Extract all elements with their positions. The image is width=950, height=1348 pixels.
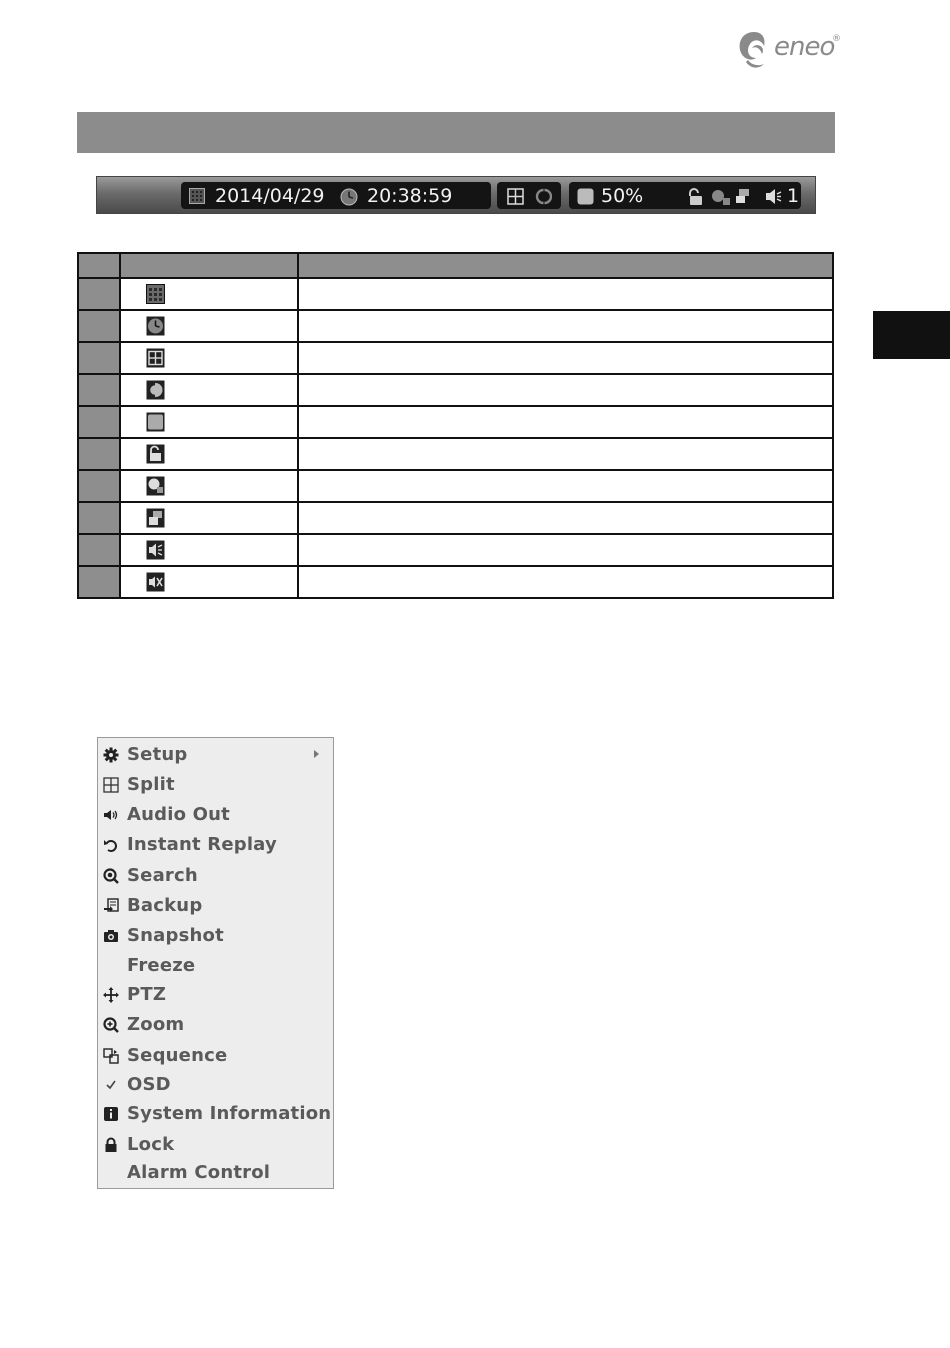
row-icon-cell: [120, 438, 298, 470]
status-date: 2014/04/29: [215, 185, 325, 207]
table-header-row: [78, 253, 833, 278]
speaker-icon: [103, 807, 119, 823]
row-icon-cell: [120, 310, 298, 342]
schedule-icon: [146, 476, 165, 496]
eneo-swirl-icon: [736, 28, 772, 72]
menu-item-label: Freeze: [127, 955, 196, 976]
table-row: [78, 470, 833, 502]
menu-item-label: Snapshot: [127, 925, 224, 946]
network-icon: [735, 188, 751, 204]
table-row: [78, 310, 833, 342]
datetime-segment: [181, 182, 491, 209]
lock-icon: [103, 1137, 119, 1153]
table-row: [78, 278, 833, 310]
menu-item-label: Lock: [127, 1134, 175, 1155]
table-row: [78, 438, 833, 470]
split-icon: [103, 777, 119, 793]
row-description-cell: [298, 470, 833, 502]
header-cell-no: [78, 253, 120, 278]
menu-item-snapshot[interactable]: [98, 922, 333, 950]
row-description-cell: [298, 342, 833, 374]
backup-icon: [103, 898, 119, 914]
audio-icon[interactable]: [765, 188, 783, 205]
row-icon-cell: [120, 534, 298, 566]
hdd-icon: [146, 412, 165, 432]
menu-item-label: Audio Out: [127, 804, 230, 825]
row-description-cell: [298, 374, 833, 406]
menu-item-audio-out[interactable]: [98, 801, 333, 829]
calendar-icon: [189, 188, 205, 204]
menu-item-freeze[interactable]: [98, 952, 333, 980]
search-icon: [103, 868, 119, 884]
row-number-cell: [78, 566, 120, 598]
menu-item-label: Alarm Control: [127, 1162, 271, 1183]
row-icon-cell: [120, 502, 298, 534]
row-description-cell: [298, 502, 833, 534]
table-row: [78, 374, 833, 406]
menu-item-sequence[interactable]: [98, 1042, 333, 1070]
unlock-icon[interactable]: [687, 188, 705, 206]
table-row: [78, 502, 833, 534]
status-audio-channel: 1: [787, 185, 800, 207]
status-disk-usage: 50%: [601, 185, 644, 207]
row-icon-cell: [120, 374, 298, 406]
network-icon: [146, 508, 165, 528]
menu-item-alarm-control[interactable]: [98, 1159, 333, 1187]
sequence-icon: [103, 1048, 119, 1064]
row-description-cell: [298, 566, 833, 598]
table-row: [78, 534, 833, 566]
row-icon-cell: [120, 566, 298, 598]
row-description-cell: [298, 310, 833, 342]
row-number-cell: [78, 374, 120, 406]
unlock-icon: [146, 444, 165, 464]
logo-registered-mark: ®: [832, 34, 841, 44]
menu-item-label: System Information: [127, 1103, 332, 1124]
gear-icon: [103, 747, 119, 763]
row-icon-cell: [120, 342, 298, 374]
context-menu: [97, 737, 334, 1189]
clock-icon: [146, 316, 165, 336]
view-segment: [497, 182, 561, 209]
status-icon-table: [77, 252, 834, 599]
row-number-cell: [78, 406, 120, 438]
replay-icon: [103, 837, 119, 853]
row-number-cell: [78, 310, 120, 342]
menu-item-setup[interactable]: [98, 741, 333, 769]
sequence-icon[interactable]: [535, 188, 552, 205]
schedule-icon: [711, 188, 731, 206]
split-screen-icon[interactable]: [507, 188, 524, 205]
header-cell-icon: [120, 253, 298, 278]
menu-item-label: Search: [127, 865, 198, 886]
split-screen-icon: [146, 348, 165, 368]
check-icon: [103, 1077, 119, 1093]
chapter-side-tab: [873, 311, 950, 359]
menu-item-split[interactable]: [98, 771, 333, 799]
menu-item-label: OSD: [127, 1074, 171, 1095]
menu-item-label: Sequence: [127, 1045, 228, 1066]
menu-item-search[interactable]: [98, 862, 333, 890]
table-row: [78, 406, 833, 438]
menu-item-ptz[interactable]: [98, 981, 333, 1009]
menu-item-label: Setup: [127, 744, 188, 765]
calendar-icon: [146, 284, 165, 304]
menu-item-lock[interactable]: [98, 1131, 333, 1159]
menu-item-label: PTZ: [127, 984, 167, 1005]
submenu-arrow-icon: [314, 750, 319, 758]
row-description-cell: [298, 534, 833, 566]
menu-item-label: Zoom: [127, 1014, 185, 1035]
menu-item-label: Backup: [127, 895, 203, 916]
clock-icon: [340, 188, 358, 206]
row-icon-cell: [120, 278, 298, 310]
system-status-segment: [569, 182, 801, 209]
row-number-cell: [78, 278, 120, 310]
hdd-icon: [577, 188, 594, 205]
row-description-cell: [298, 278, 833, 310]
eneo-logo: [736, 28, 846, 72]
status-bar: [96, 176, 816, 214]
status-time: 20:38:59: [367, 185, 453, 207]
camera-icon: [103, 928, 119, 944]
audio-icon: [146, 540, 165, 560]
menu-item-label: Split: [127, 774, 175, 795]
table-row: [78, 342, 833, 374]
sequence-icon: [146, 380, 165, 400]
row-description-cell: [298, 406, 833, 438]
menu-item-instant-replay[interactable]: [98, 831, 333, 859]
zoom-icon: [103, 1017, 119, 1033]
row-number-cell: [78, 534, 120, 566]
menu-item-label: Instant Replay: [127, 834, 277, 855]
row-number-cell: [78, 502, 120, 534]
info-icon: [103, 1106, 119, 1122]
menu-item-system-information[interactable]: [98, 1100, 333, 1128]
row-icon-cell: [120, 406, 298, 438]
row-icon-cell: [120, 470, 298, 502]
row-number-cell: [78, 342, 120, 374]
mute-icon: [146, 572, 165, 592]
menu-item-zoom[interactable]: [98, 1011, 333, 1039]
header-cell-description: [298, 253, 833, 278]
table-row: [78, 566, 833, 598]
move-icon: [103, 987, 119, 1003]
menu-item-backup[interactable]: [98, 892, 333, 920]
row-number-cell: [78, 438, 120, 470]
section-header-band: [77, 112, 835, 153]
row-number-cell: [78, 470, 120, 502]
row-description-cell: [298, 438, 833, 470]
logo-text: eneo: [774, 32, 835, 62]
menu-item-osd[interactable]: [98, 1071, 333, 1099]
